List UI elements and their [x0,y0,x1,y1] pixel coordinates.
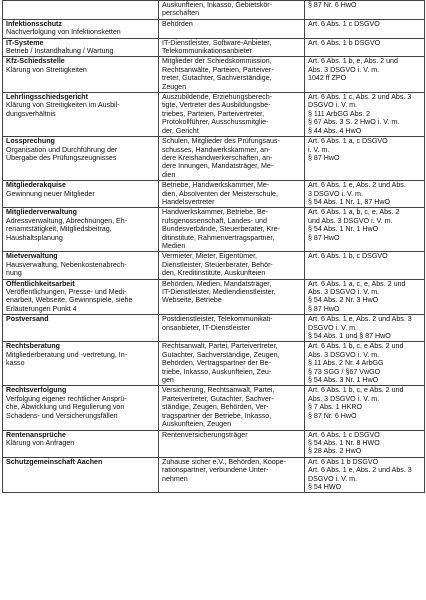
legal-basis-line: § 73 SGG / §67 VwGO [308,367,381,376]
purpose-title: Lehrlingsschiedsgericht [6,93,88,102]
table-row [3,38,425,57]
purpose-title: Lossprechung [6,137,55,146]
legal-basis-line: § 54 Abs. 1 Nr. 8 HWO [308,438,380,447]
purpose-description: nung [6,269,22,278]
legal-basis-line: Abs. 3 DSGVO i. V. m. [308,288,380,296]
legal-basis-line: i. V. m. [308,145,330,154]
legal-basis-cell [305,137,425,181]
recipients-cell [159,208,305,252]
recipients-line: Protokollführer, Ausschussmitglie- [162,118,269,127]
legal-basis-cell [305,386,425,430]
purpose-description: Erläuterungen Punkt 4 [6,304,77,313]
recipients-line: den, Kreditinstitute, Auskunfteien [162,269,266,278]
legal-basis-line: § 44 Abs. 4 HwO [308,126,362,135]
legal-basis-line: Abs. 3 DSGVO i. V. m. [308,394,380,403]
recipients-cell [159,252,305,279]
recipients-line: Zuhause sicher e.V., Behörden, Koope- [162,457,286,466]
recipients-line: Rechtsanwälte, Parteien, Parteiver- [162,65,274,74]
recipients-line: Behörden, Medien, Mandatsträger, [162,279,272,288]
legal-basis-line: § 54 HWO [308,482,342,491]
table-row [3,181,425,208]
purpose-description: Klärung von Streitigkeiten [6,65,87,74]
recipients-cell [159,1,305,20]
purpose-cell [3,315,159,342]
recipients-cell [159,315,305,342]
recipients-line: rufsgenossenschaft, Landes- und [162,216,267,225]
legal-basis-line: § 87 HwO [308,233,340,242]
purpose-title: IT-Systeme [6,38,44,47]
legal-basis-line: Abs. 3 DSGVO i. V. m. [308,350,380,359]
legal-basis-cell [305,342,425,386]
recipients-line: Dienstleister, Steuerberater, Behör- [162,260,273,269]
purpose-cell [3,181,159,208]
recipients-line: der, Gericht [162,126,199,135]
recipients-line: Auszubildende, Erziehungsberech- [162,93,273,102]
purpose-description: Klärung von Streitigkeiten im Ausbil- [6,101,120,110]
legal-basis-line: § 87 HwO [308,304,340,313]
recipients-cell [159,181,305,208]
purpose-title: Schutzgemeinschaft Aachen [6,457,103,466]
purpose-description: renamtstätigkeit, Mitgliedsbeitrag, [6,225,112,234]
purpose-cell [3,430,159,457]
purpose-description: Betrieb / Instandhaltung / Wartung [6,47,114,56]
table-row [3,93,425,137]
recipients-line: Auskunfteien, Zeugen [162,420,232,429]
table-row [3,342,425,386]
legal-basis-cell [305,315,425,342]
recipients-cell [159,57,305,93]
document-page [2,0,424,493]
legal-basis-cell [305,279,425,315]
recipients-line: ständige, Zeugen, Behörden, Ver- [162,403,269,412]
purpose-cell [3,93,159,137]
legal-basis-line: Art. 6 Abs 1 b DSGVO [308,457,379,466]
legal-basis-line: Art. 6 Abs. 1 e, Abs. 2 und Abs. 3 [308,466,412,475]
recipients-line: Rentenversicherungsträger [162,430,248,439]
recipients-line: rationspartner, verbundene Unter- [162,466,269,475]
purpose-title: Rentenansprüche [6,430,66,439]
legal-basis-line: Art. 6 Abs. 1 b, c, e Abs. 2 und [308,342,404,351]
table-row [3,208,425,252]
purpose-cell [3,208,159,252]
purpose-description: kasso [6,359,25,368]
table-row [3,252,425,279]
purpose-description: Adressverwaltung, Abrechnungen, Eh- [6,216,128,225]
purpose-description: Organisation und Durchführung der [6,145,118,154]
recipients-line: triebe, Inkasso, Auskunfteien, Zeu- [162,367,272,376]
purpose-description: Mitgliederberatung und -vertretung, In- [6,350,128,359]
legal-basis-line: Abs. 3 DSGVO i. V. m. [308,65,380,74]
legal-basis-cell [305,208,425,252]
recipients-cell [159,279,305,315]
purpose-description: Übergabe des Prüfungszeugnisses [6,153,117,162]
table-row [3,19,425,38]
purpose-title: Rechtsverfolgung [6,386,67,395]
legal-basis-line: § 54 Abs. 1 Nr. 1 HwO [308,225,379,234]
recipients-line: dien [162,170,176,179]
recipients-line: Postdienstleister, Telekommunikati- [162,315,273,324]
legal-basis-line: § 87 Nr. 6 HwO [308,411,357,420]
purpose-title: Mitgliederverwaltung [6,208,77,217]
table-row [3,315,425,342]
legal-basis-line: Art. 6 Abs. 1 b, c DSGVO [308,252,388,261]
recipients-cell [159,342,305,386]
legal-basis-line: 1042 ff ZPO [308,74,347,83]
purpose-description: dungsverhältnis [6,109,56,118]
table-row [3,57,425,93]
legal-basis-line: Art. 6 Abs. 1 a, c DSGVO [308,137,388,146]
legal-basis-line: Art. 6 Abs. 1 c DSGVO [308,19,380,28]
table-row [3,457,425,493]
purpose-title: Infektionsschutz [6,19,62,28]
recipients-line: Betriebe, Handwerkskammer, Me- [162,181,270,190]
recipients-cell [159,38,305,57]
purpose-title: Rechtsberatung [6,342,60,351]
legal-basis-cell [305,19,425,38]
purpose-cell [3,252,159,279]
legal-basis-cell [305,181,425,208]
table-body [3,1,425,493]
recipients-line: tragspartner der Betriebe, Inkasso, [162,411,272,420]
purpose-description: Schadens- und Versicherungsfällen [6,411,118,420]
recipients-cell [159,457,305,493]
recipients-line: IT-Dienstleister, Mediendienstleister, [162,288,276,296]
legal-basis-line: § 87 HwO [308,153,340,162]
purpose-description: Gewinnung neuer Mitglieder [6,189,95,198]
legal-basis-cell [305,457,425,493]
legal-basis-line: § 111 ArbGG Abs. 2 [308,109,371,118]
recipients-line: Gutachter, Sachverständige, Zeugen, [162,350,280,359]
legal-basis-cell [305,38,425,57]
recipients-line: triebes, Parteien, Parteivertreter, [162,109,265,118]
legal-basis-cell [305,57,425,93]
legal-basis-line: DSGVO i. V. m. [308,474,358,483]
legal-basis-line: DSGVO i. V. m. [308,323,358,332]
legal-basis-line: § 87 Nr. 6 HwO [308,1,357,9]
legal-basis-cell [305,1,425,20]
recipients-line: Rechtsanwalt, Partei, Parteivertreter, [162,342,278,351]
purpose-cell [3,38,159,57]
legal-basis-cell [305,252,425,279]
purpose-description: enarbeit, Webseite, Gewinnspiele, siehe [6,296,133,305]
recipients-line: Telekommunikationsanbieter [162,47,252,56]
purpose-description: Klärung von Anfragen [6,438,75,447]
recipients-line: gen [162,376,174,385]
purpose-cell [3,1,159,20]
purpose-cell [3,19,159,38]
recipients-line: onsanbieter, IT-Dienstleister [162,323,250,332]
recipients-line: nehmen [162,474,188,483]
legal-basis-line: 3 DSGVO i. V. m. [308,189,363,198]
legal-basis-line: § 54 Abs. 2 Nr. 3 HwO [308,296,379,305]
legal-basis-line: Art. 6 Abs. 1 c DSGVO [308,430,380,439]
recipients-line: Bundesverbände, Steuerberater, Kre- [162,225,280,234]
recipients-cell [159,93,305,137]
recipients-line: Auskunfteien, Inkasso, Gebietskör- [162,1,273,9]
recipients-line: Vermieter, Mieter, Eigentümer, [162,252,258,261]
purpose-description: Veröffentlichungen, Presse- und Medi- [6,288,127,296]
recipients-line: tigte, Vertreter des Ausbildungsbe- [162,101,271,110]
recipients-line: IT-Dienstleister, Software-Anbieter, [162,38,272,47]
recipients-line: schusses, Handwerkskammer, an- [162,145,271,154]
purpose-title: Mitgliederakquise [6,181,66,190]
table-row [3,430,425,457]
purpose-title: Mietverwaltung [6,252,58,261]
legal-basis-line: § 28 Abs. 2 HwO [308,447,362,456]
legal-basis-cell [305,430,425,457]
recipients-line: perschaften [162,9,200,18]
recipients-cell [159,19,305,38]
legal-basis-line: Art. 6 Abs. 1 a, c, e, Abs. 2 und [308,279,406,288]
processing-table [2,0,425,493]
table-row [3,1,425,20]
recipients-line: ditinstitute, Rahmenvertragspartner, [162,233,275,242]
purpose-title: Postversand [6,315,49,324]
purpose-cell [3,457,159,493]
legal-basis-line: § 54 Abs. 1 Nr. 1, 87 HwO [308,197,391,206]
legal-basis-line: § 67 Abs. 3 S. 2 HwO i. V. m. [308,118,400,127]
purpose-description: Verfolgung eigener rechtlicher Ansprü- [6,394,127,403]
purpose-cell [3,279,159,315]
table-row [3,137,425,181]
legal-basis-cell [305,93,425,137]
purpose-cell [3,137,159,181]
recipients-line: dere Innungen, Mandatsträger, Me- [162,162,274,171]
legal-basis-line: DSGVO i. V. m. [308,101,358,110]
recipients-line: Zeugen [162,82,187,91]
legal-basis-line: § 54 Abs. 3 Nr. 1 HwO [308,376,379,385]
purpose-description: Hausverwaltung, Nebenkostenabrech- [6,260,127,269]
recipients-cell [159,430,305,457]
purpose-title: Kfz-Schiedsstelle [6,57,65,66]
legal-basis-line: und Abs. 3 DSGVO i. V. m. [308,216,393,225]
recipients-line: Medien [162,241,186,250]
legal-basis-line: § 54 Abs. 1 und § 87 HwO [308,332,391,341]
legal-basis-line: Art. 6 Abs. 1 e, Abs. 2 und Abs. [308,181,406,190]
legal-basis-line: Art. 6 Abs. 1 b DSGVO [308,38,381,47]
recipients-line: Behörden, Vertragspartner der Be- [162,359,271,368]
legal-basis-line: Art. 6 Abs. 1 e, Abs. 2 und Abs. 3 [308,315,412,324]
recipients-line: Parteivertreter, Gutachter, Sachver- [162,394,274,403]
recipients-line: Handelsvertreter [162,197,215,206]
legal-basis-line: Art. 6 Abs. 1 b, e, Abs. 2 und [308,57,398,66]
recipients-line: treter, Gutachter, Sachverständige, [162,74,272,83]
recipients-cell [159,386,305,430]
recipients-line: dien, Absolventen der Meisterschule, [162,189,278,198]
purpose-cell [3,342,159,386]
purpose-description: Nachverfolgung von Infektionsketten [6,28,121,37]
table-row [3,386,425,430]
legal-basis-line: § 11 Abs. 2 Nr. 4 ArbGG [308,359,384,368]
legal-basis-line: § 7 Abs. 1 HKRO [308,403,363,412]
purpose-cell [3,386,159,430]
recipients-line: Versicherung, Rechtsanwalt, Partei, [162,386,275,395]
recipients-line: Mitglieder der Schiedskommission, [162,57,272,66]
legal-basis-line: Art. 6 Abs. 1 a, b, c, e, Abs. 2 [308,208,400,217]
purpose-cell [3,57,159,93]
legal-basis-line: Art. 6 Abs. 1 b, c, e Abs. 2 und [308,386,404,395]
recipients-line: Schulen, Mitglieder des Prüfungsaus- [162,137,280,146]
legal-basis-line: Art. 6 Abs. 1 c, Abs. 2 und Abs. 3 [308,93,412,102]
purpose-description: Haushaltsplanung [6,233,63,242]
recipients-line: Behörden [162,19,193,28]
recipients-cell [159,137,305,181]
recipients-line: dere Kreishandwerkerschaften, an- [162,153,273,162]
purpose-title: Öffentlichkeitsarbeit [6,279,75,288]
recipients-line: Handwerkskammer, Betriebe, Be- [162,208,269,217]
recipients-line: Webseite, Betriebe [162,296,222,305]
table-row [3,279,425,315]
purpose-description: che, Abwicklung und Regulierung von [6,403,125,412]
